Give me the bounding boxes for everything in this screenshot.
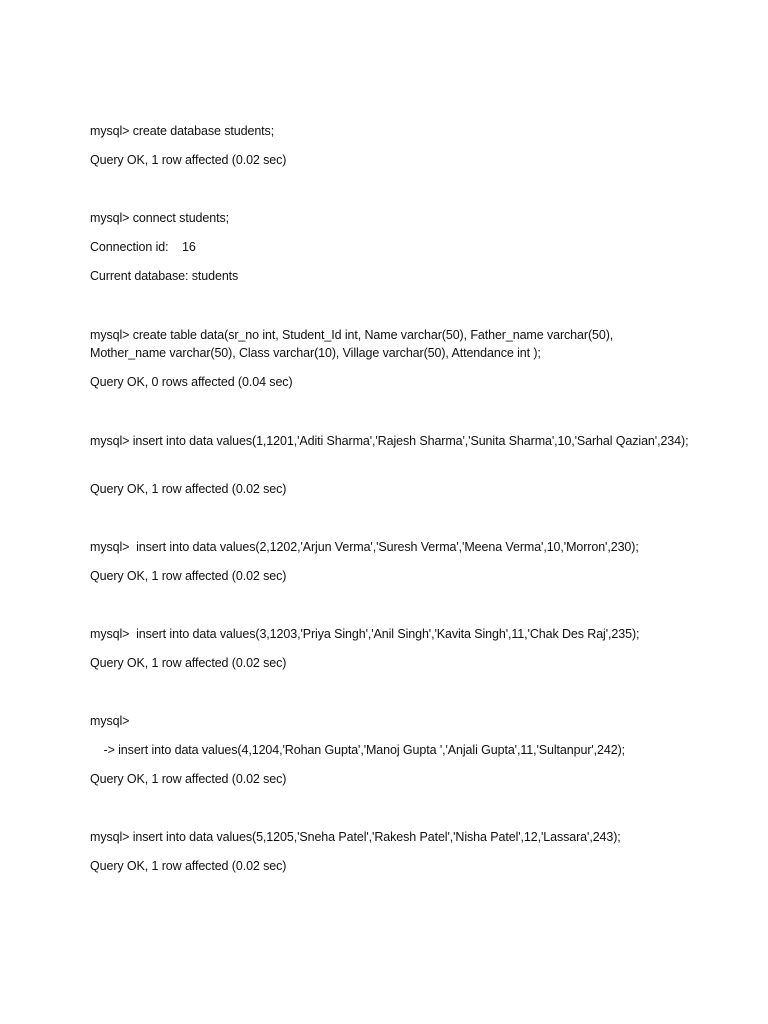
prompt-mysql: mysql> — [90, 714, 130, 728]
result-insert-2: Query OK, 1 row affected (0.02 sec) — [90, 569, 287, 583]
command-insert-1: mysql> insert into data values(1,1201,'Aditi Sharma','Rajesh Sharma','Sunita Sharma',10,'Sarhal Qazian',234); — [90, 434, 689, 448]
result-insert-1: Query OK, 1 row affected (0.02 sec) — [90, 482, 287, 496]
command-create-table: mysql> create table data(sr_no int, Student_Id int, Name varchar(50), Father_name varchar(50), Mother_name varchar(50), Class varchar(10), Village varchar(50), Attendance int ); — [90, 328, 617, 360]
command-create-database: mysql> create database students; — [90, 124, 275, 138]
result-insert-3: Query OK, 1 row affected (0.02 sec) — [90, 656, 287, 670]
result-insert-5: Query OK, 1 row affected (0.02 sec) — [90, 859, 287, 873]
command-connect: mysql> connect students; — [90, 211, 229, 225]
result-insert-4: Query OK, 1 row affected (0.02 sec) — [90, 772, 287, 786]
current-database: Current database: students — [90, 269, 239, 283]
command-insert-3: mysql> insert into data values(3,1203,'Priya Singh','Anil Singh','Kavita Singh',11,'Chak Des Raj',235); — [90, 627, 640, 641]
result-create-database: Query OK, 1 row affected (0.02 sec) — [90, 153, 287, 167]
command-insert-5: mysql> insert into data values(5,1205,'Sneha Patel','Rakesh Patel','Nisha Patel',12,'Lassara',243); — [90, 830, 621, 844]
command-insert-2: mysql> insert into data values(2,1202,'Arjun Verma','Suresh Verma','Meena Verma',10,'Morron',230); — [90, 540, 639, 554]
command-insert-4: -> insert into data values(4,1204,'Rohan Gupta','Manoj Gupta ','Anjali Gupta',11,'Sultanpur',242); — [90, 743, 626, 757]
connection-id: Connection id: 16 — [90, 240, 196, 254]
result-create-table: Query OK, 0 rows affected (0.04 sec) — [90, 375, 293, 389]
